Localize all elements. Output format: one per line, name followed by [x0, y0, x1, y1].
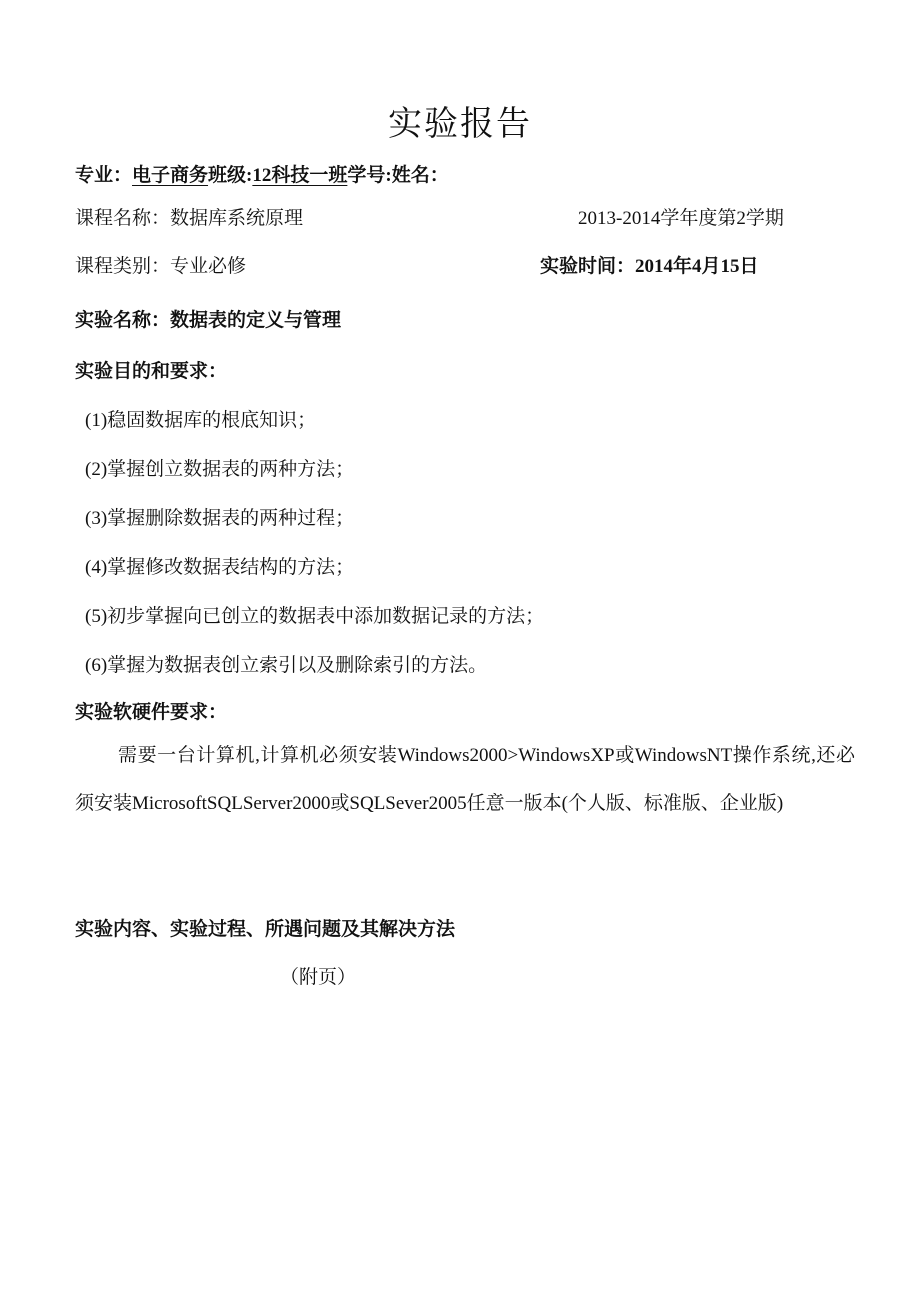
experiment-name-line: [75, 305, 341, 332]
experiment-time-label: 实验时间：: [540, 256, 636, 277]
hardware-software-text: 需要一台计算机,计算机必须安装Windows2000>WindowsXP或WindowsNT操作系统,还必须安装MicrosoftSQLServer2000或SQLSever2005任意一版本(个人版、标准版、企业版): [75, 745, 855, 814]
goal-item: (5)初步掌握向已创立的数据表中添加数据记录的方法；: [85, 606, 545, 627]
goal-item: (1)稳固数据库的根底知识；: [85, 410, 317, 431]
content-heading: 实验内容、实验过程、所遇问题及其解决方法: [75, 919, 456, 940]
course-type-line: [75, 251, 246, 278]
major-value: 电子商务: [132, 165, 209, 186]
course-name-line: [75, 203, 303, 230]
major-label: 专业：: [75, 165, 133, 186]
experiment-name-value: 数据表的定义与管理: [170, 310, 342, 331]
goals-heading: 实验目的和要求：: [75, 361, 228, 382]
course-type-value: 专业必修: [170, 256, 247, 277]
appendix-note: （附页）: [280, 967, 357, 988]
experiment-time-line: [540, 251, 759, 278]
experiment-name-label: 实验名称：: [75, 310, 171, 331]
goal-item: (3)掌握删除数据表的两种过程；: [85, 508, 355, 529]
experiment-time-value: 2014年4月15日: [635, 256, 759, 277]
student-info-line: [75, 160, 449, 187]
goal-item: (6)掌握为数据表创立索引以及删除索引的方法。: [85, 655, 488, 676]
course-name-label: 课程名称：: [75, 208, 171, 229]
course-type-label: 课程类别：: [75, 256, 171, 277]
class-label: 班级:: [208, 165, 253, 186]
course-name-value: 数据库系统原理: [170, 208, 304, 229]
student-id-label: 学号:: [347, 165, 392, 186]
name-label: 姓名：: [391, 165, 449, 186]
page-title: 实验报告: [388, 106, 532, 143]
goal-item: (4)掌握修改数据表结构的方法；: [85, 557, 355, 578]
class-value: 12科技一班: [252, 165, 348, 186]
term-text: 2013-2014学年度第2学期: [578, 208, 784, 229]
hardware-software-heading: 实验软硬件要求：: [75, 702, 228, 723]
goal-item: (2)掌握创立数据表的两种方法；: [85, 459, 355, 480]
